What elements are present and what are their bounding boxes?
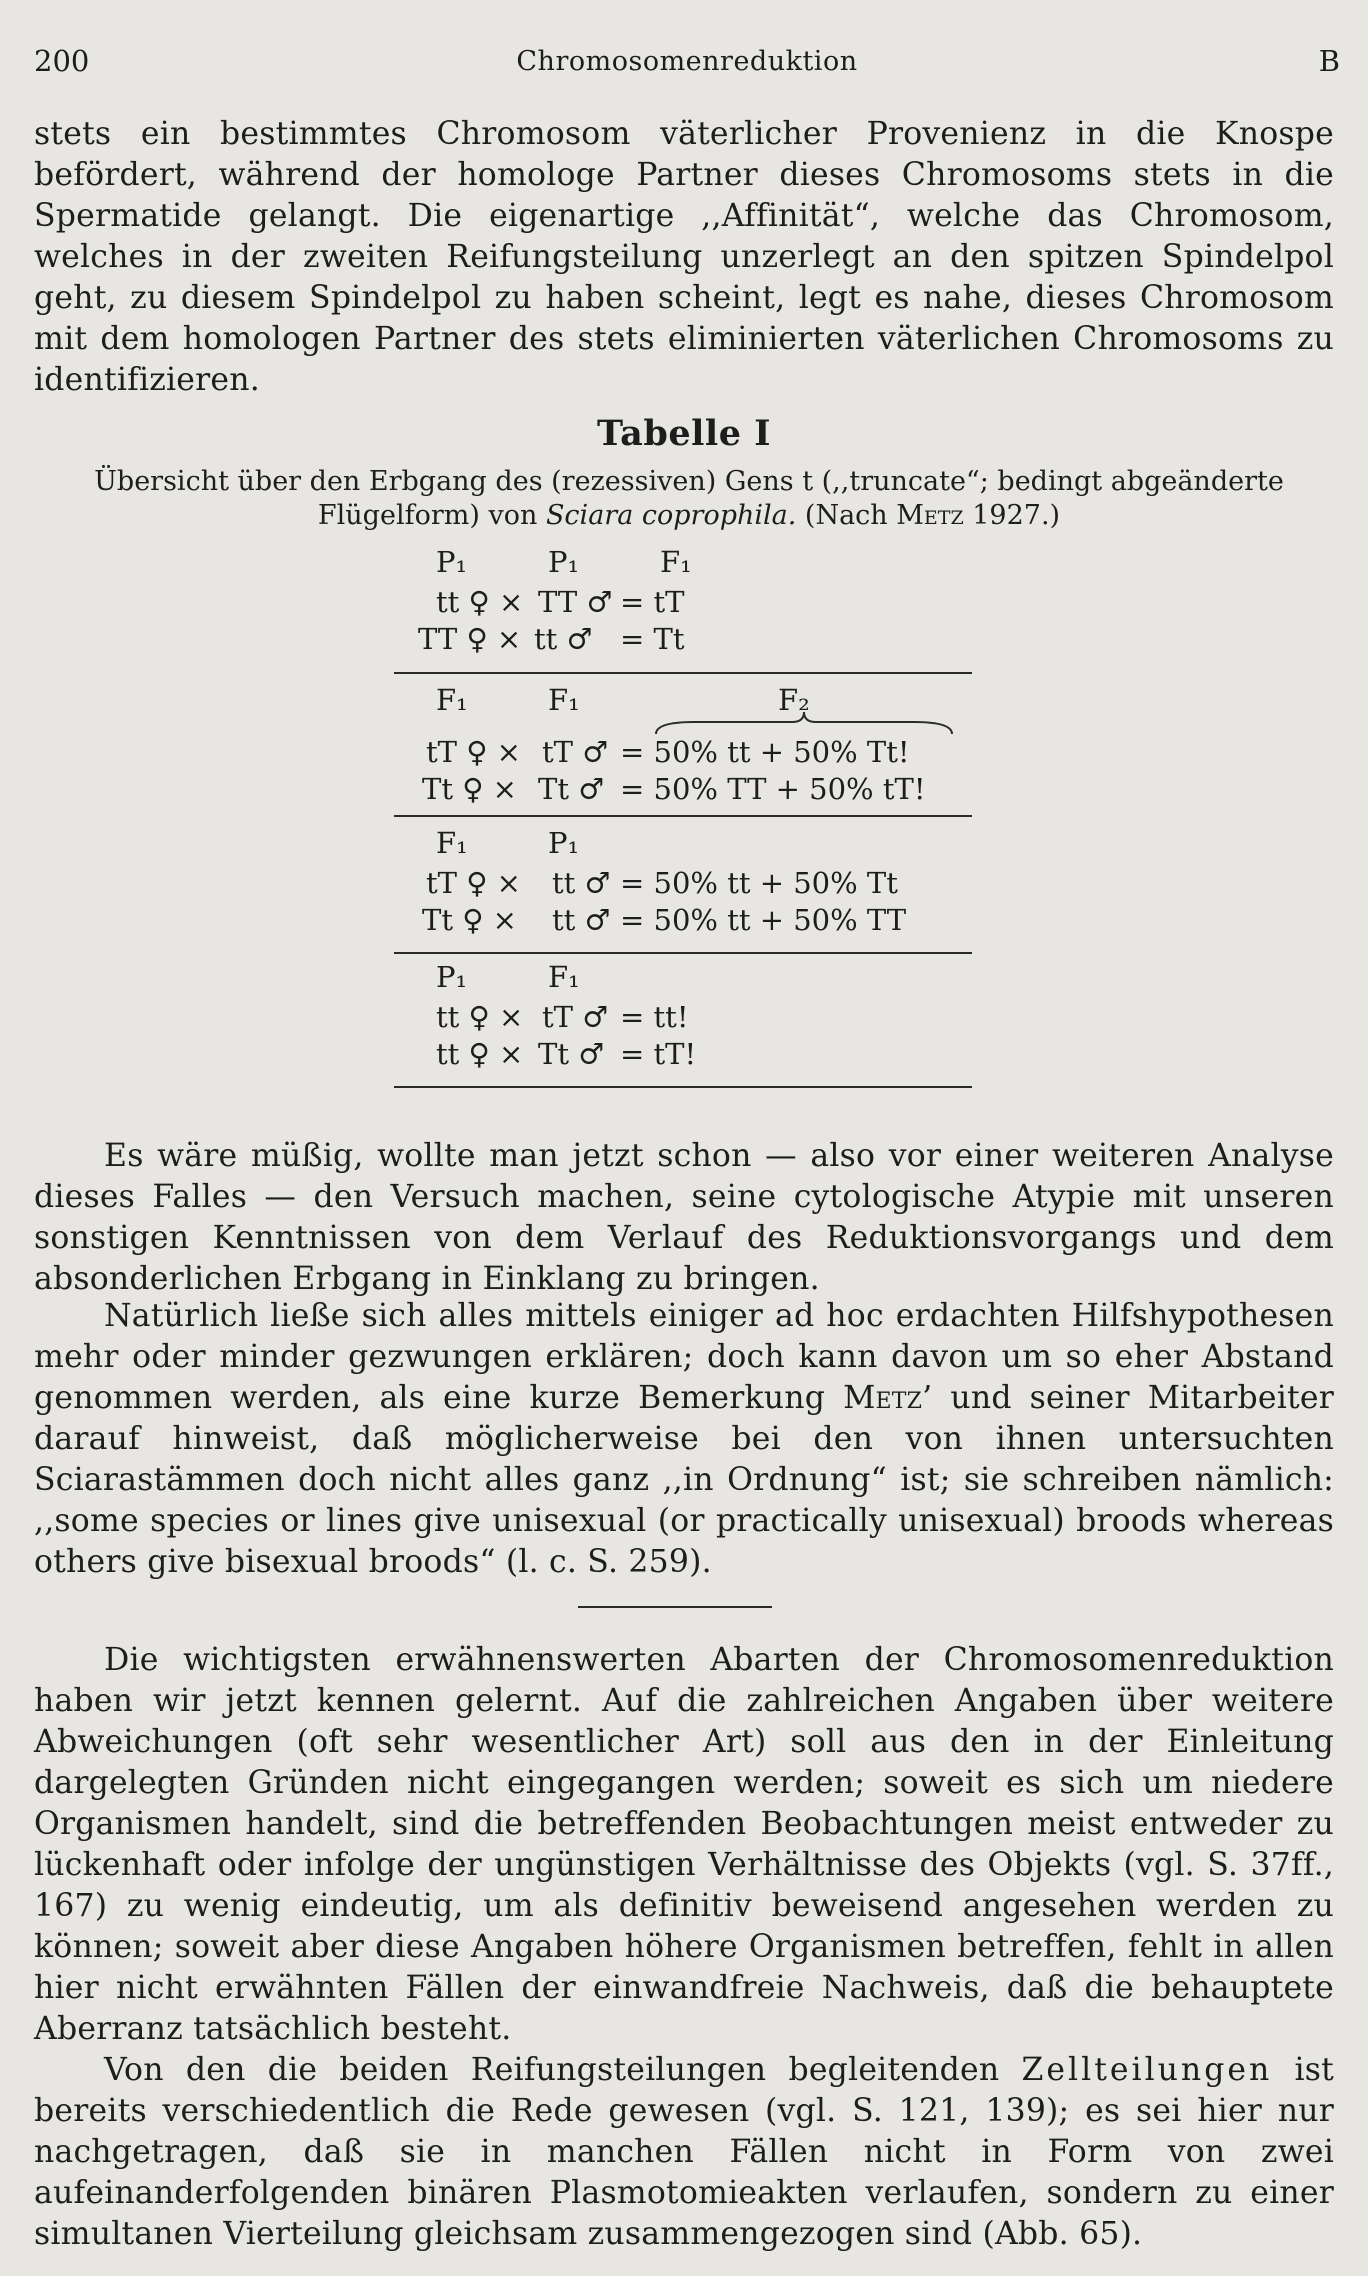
offspring: = 50% tt + 50% Tt — [620, 866, 898, 900]
female-parent: TT ♀ × — [418, 622, 522, 656]
paragraph-1: stets ein bestimmtes Chromosom väterlicher Provenienz in die Knospe befördert, während der homologe Partner dieses Chromosoms stets in die Spermatide gelangt. Die eigenartige ,,Affinität“, welche das Chromosom, welches in der zweiten Reifungsteilung unzerlegt an den spitzen Spindelpol geht, zu diesem Spindelpol zu haben scheint, legt es nahe, dieses Chromosom mit dem homologen Partner des stets eliminierten väterlichen Chromosoms zu identifizieren. — [34, 116, 1334, 398]
offspring: = 50% TT + 50% tT! — [620, 772, 926, 806]
male-parent: tt ♂ — [552, 866, 611, 900]
cross-row — [394, 772, 972, 808]
offspring: = 50% tt + 50% Tt! — [620, 735, 910, 769]
header-cell: F₂ — [778, 683, 810, 717]
header-cell: P₁ — [436, 960, 468, 994]
caption-text-3: 1927.) — [963, 500, 1061, 531]
male-parent: tT ♂ — [542, 735, 609, 769]
cross-row — [394, 585, 972, 621]
paragraph-3 — [34, 1296, 1334, 1583]
header-cell: P₁ — [548, 545, 580, 579]
header-cell: P₁ — [436, 545, 468, 579]
header-cell: F₁ — [548, 683, 580, 717]
table-rule — [394, 1086, 972, 1088]
male-parent: TT ♂ — [538, 585, 613, 619]
cross-row — [394, 735, 972, 771]
female-parent: tt ♀ × — [436, 585, 524, 619]
section-letter: B — [1318, 44, 1340, 78]
offspring: = tT — [620, 585, 685, 619]
running-title: Chromosomenreduktion — [516, 46, 858, 77]
caption-author: Metz — [896, 500, 964, 531]
section-separator — [578, 1606, 772, 1608]
header-cell: F₁ — [548, 960, 580, 994]
offspring: = 50% tt + 50% TT — [620, 903, 907, 937]
table-caption — [64, 465, 1314, 533]
paragraph-3-text-2: ’ und seiner Mitarbeiter darauf hinweist, daß möglicherweise bei den von ihnen untersuchten Sciarastämmen doch nicht alles ganz ,,in Ordnung“ ist; sie schreiben nämlich: ,,some species or lines give unisexual (or practically unisexual) broods whereas others give bisexual broods“ (l. c. S. 259). — [34, 1380, 1334, 1580]
paragraph-5-text: Von den die beiden Reifungsteilungen begleitenden — [104, 2052, 1022, 2088]
caption-species: Sciara coprophila. — [545, 500, 797, 531]
block-header-row — [394, 545, 972, 581]
header-cell: F₁ — [660, 545, 692, 579]
female-parent: tt ♀ × — [436, 1037, 524, 1071]
table-rule — [394, 815, 972, 817]
female-parent: Tt ♀ × — [422, 772, 517, 806]
author-name: Metz — [843, 1380, 923, 1416]
paragraph-3-text: Natürlich ließe sich alles mittels einiger ad hoc erdachten Hilfshypothesen mehr oder minder gezwungen erklären; doch kann davon um so eher Abstand genommen werden, als eine kurze Bemerkung — [34, 1298, 1334, 1416]
page-number: 200 — [34, 44, 90, 78]
paragraph-4: Die wichtigsten erwähnenswerten Abarten der Chromosomenreduktion haben wir jetzt kennen gelernt. Auf die zahlreichen Angaben über weitere Abweichungen (oft sehr wesentlicher Art) soll aus den in der Einleitung dargelegten Gründen nicht eingegangen werden; soweit es sich um niedere Organismen handelt, sind die betreffenden Beobachtungen meist entweder zu lückenhaft oder infolge der ungünstigen Verhältnisse des Objekts (vgl. S. 37ff., 167) zu wenig eindeutig, um als definitiv beweisend angesehen werden zu können; soweit aber diese Angaben höhere Organismen betreffen, fehlt in allen hier nicht erwähnten Fällen der einwandfreie Nachweis, daß die behauptete Aberranz tatsächlich besteht. — [34, 1642, 1334, 2047]
female-parent: tt ♀ × — [436, 1000, 524, 1034]
female-parent: Tt ♀ × — [422, 903, 517, 937]
offspring: = tT! — [620, 1037, 697, 1071]
block-header-row — [394, 826, 972, 862]
header-cell: P₁ — [548, 826, 580, 860]
header-cell: F₁ — [436, 826, 468, 860]
paragraph-5-text-2: ist bereits verschiedentlich die Rede gewesen (vgl. S. 121, 139); es sei hier nur nachgetragen, daß sie in manchen Fällen nicht in Form von zwei aufeinanderfolgenden binären Plasmotomieakten verlaufen, sondern zu einer simultanen Vierteilung gleichsam zusammengezogen sind (Abb. 65). — [34, 2052, 1334, 2252]
offspring: = Tt — [620, 622, 685, 656]
block-header-row — [394, 960, 972, 996]
paragraph-5 — [34, 2050, 1334, 2255]
header-cell: F₁ — [436, 683, 468, 717]
table-rule — [394, 672, 972, 674]
spaced-term: Zellteilungen — [1021, 2052, 1273, 2088]
cross-row — [394, 1037, 972, 1073]
female-parent: tT ♀ × — [426, 866, 521, 900]
cross-row — [394, 903, 972, 939]
male-parent: tT ♂ — [542, 1000, 609, 1034]
f2-brace-icon — [654, 710, 954, 736]
page-header — [34, 44, 1340, 84]
paragraph-2: Es wäre müßig, wollte man jetzt schon — also vor einer weiteren Analyse dieses Falles — den Versuch machen, seine cytologische Atypie mit unseren sonstigen Kenntnissen von dem Verlauf des Reduktionsvorgangs und dem absonderlichen Erbgang in Einklang zu bringen. — [34, 1138, 1334, 1297]
offspring: = tt! — [620, 1000, 689, 1034]
male-parent: Tt ♂ — [538, 1037, 605, 1071]
male-parent: tt ♂ — [534, 622, 593, 656]
female-parent: tT ♀ × — [426, 735, 521, 769]
cross-row — [394, 1000, 972, 1036]
table-title: Tabelle I — [596, 413, 772, 454]
caption-text-2: (Nach — [796, 500, 897, 531]
table-rule — [394, 952, 972, 954]
male-parent: Tt ♂ — [538, 772, 605, 806]
cross-row — [394, 866, 972, 902]
cross-row — [394, 622, 972, 658]
caption-text: Übersicht über den Erbgang des (rezessiven) Gens t (,,truncate“; bedingt abgeänderte Flügelform) von — [94, 466, 1284, 531]
male-parent: tt ♂ — [552, 903, 611, 937]
